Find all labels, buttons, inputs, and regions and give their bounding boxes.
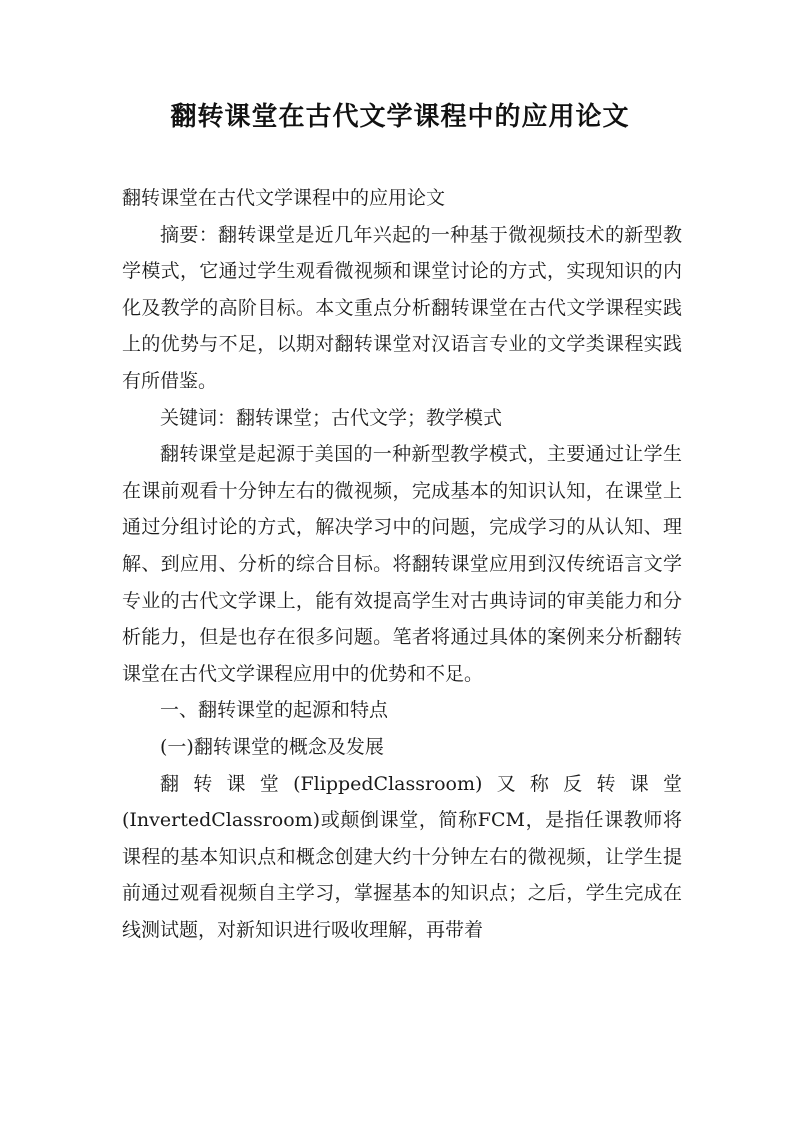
section-heading-1: 一、翻转课堂的起源和特点 bbox=[160, 699, 389, 722]
abstract-paragraph: 摘要：翻转课堂是近几年兴起的一种基于微视频技术的新型教学模式，它通过学生观看微视频和课堂讨论的方式，实现知识的内化及教学的高阶目标。本文重点分析翻转课堂在古代文学课程实践上的优势与不足，以期对翻转课堂对汉语言专业的文学类课程实践有所借鉴。 bbox=[122, 223, 682, 392]
document-title: 翻转课堂在古代文学课程中的应用论文 bbox=[170, 102, 630, 132]
subsection-heading-1: (一)翻转课堂的概念及发展 bbox=[160, 735, 384, 758]
keywords-paragraph: 关键词：翻转课堂；古代文学；教学模式 bbox=[160, 406, 503, 429]
intro-paragraph: 翻转课堂是起源于美国的一种新型教学模式，主要通过让学生在课前观看十分钟左右的微视频，完成基本的知识认知，在课堂上通过分组讨论的方式，解决学习中的问题，完成学习的从认知、理解、到应用、分析的综合目标。将翻转课堂应用到汉传统语言文学专业的古代文学课上，能有效提高学生对古典诗词的审美能力和分析能力，但是也存在很多问题。笔者将通过具体的案例来分析翻转课堂在古代文学课程应用中的优势和不足。 bbox=[122, 443, 682, 685]
paper-heading-line: 翻转课堂在古代文学课程中的应用论文 bbox=[122, 187, 446, 209]
document-body bbox=[122, 180, 682, 948]
definition-paragraph: 翻转课堂(FlippedClassroom)又称反转课堂(InvertedClassroom)或颠倒课堂，简称FCM，是指任课教师将课程的基本知识点和概念创建大约十分钟左右的微视频，让学生提前通过观看视频自主学习，掌握基本的知识点；之后，学生完成在线测试题，对新知识进行吸收理解，再带着 bbox=[122, 772, 682, 941]
